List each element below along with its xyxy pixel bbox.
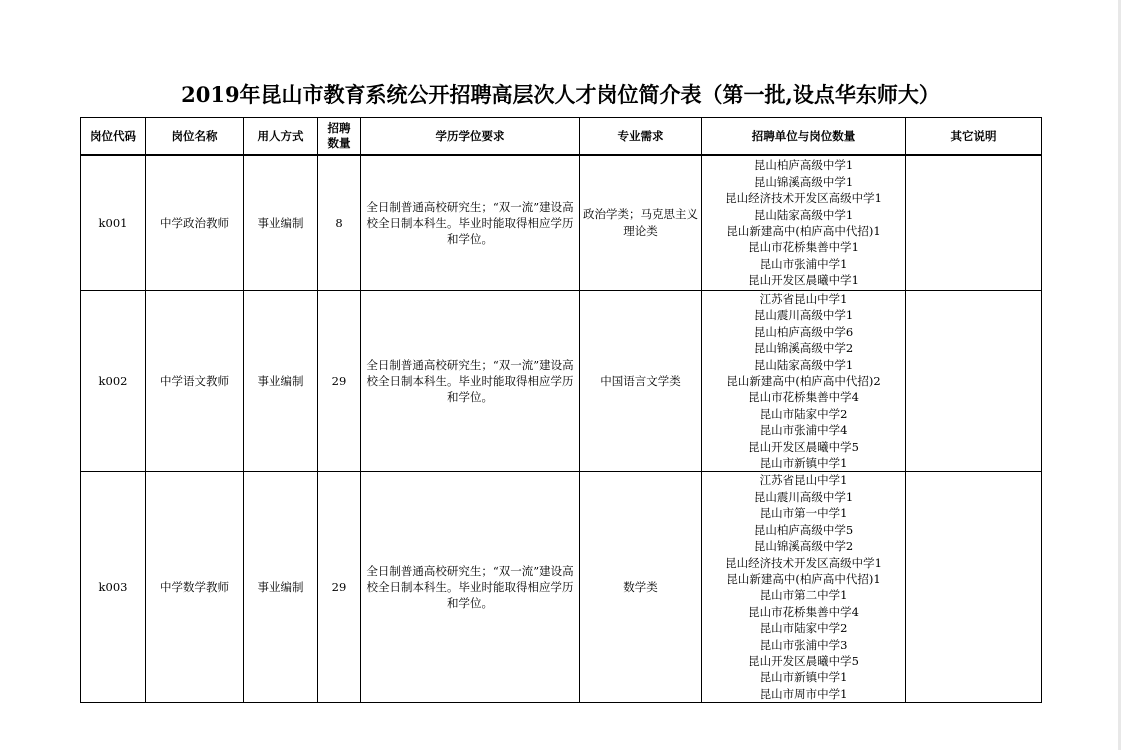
unit-item: 昆山震川高级中学1 xyxy=(753,308,854,323)
table-row xyxy=(81,155,1042,291)
unit-item: 昆山新建高中(柏庐高中代招)1 xyxy=(726,571,881,586)
header-name: 岗位名称 xyxy=(146,118,244,156)
unit-item: 昆山市张浦中学4 xyxy=(759,423,848,438)
cell-major: 数学类 xyxy=(580,472,702,703)
cell-method: 事业编制 xyxy=(244,472,318,703)
unit-item: 昆山市第二中学1 xyxy=(759,588,848,603)
unit-item: 昆山市陆家中学2 xyxy=(759,406,848,421)
unit-item: 昆山柏庐高级中学5 xyxy=(753,522,854,537)
cell-name: 中学数学教师 xyxy=(146,472,244,703)
cell-count: 8 xyxy=(318,155,361,291)
header-major: 专业需求 xyxy=(580,118,702,156)
cell-count: 29 xyxy=(318,472,361,703)
unit-item: 昆山经济技术开发区高级中学1 xyxy=(725,191,882,206)
unit-item: 昆山市张浦中学3 xyxy=(759,637,848,652)
unit-item: 昆山柏庐高级中学6 xyxy=(753,324,854,339)
unit-item: 昆山陆家高级中学1 xyxy=(753,207,854,222)
cell-major: 政治学类；马克思主义理论类 xyxy=(580,155,702,291)
unit-item: 江苏省昆山中学1 xyxy=(759,473,848,488)
table-row xyxy=(81,291,1042,472)
cell-code: k002 xyxy=(81,291,146,472)
unit-item: 江苏省昆山中学1 xyxy=(759,292,848,306)
unit-item: 昆山陆家高级中学1 xyxy=(753,357,854,372)
header-method: 用人方式 xyxy=(244,118,318,156)
cell-major: 中国语言文学类 xyxy=(580,291,702,472)
cell-notes xyxy=(906,155,1042,291)
cell-method: 事业编制 xyxy=(244,155,318,291)
table-row xyxy=(81,472,1042,703)
cell-count: 29 xyxy=(318,291,361,472)
header-row xyxy=(81,118,1042,156)
unit-item: 昆山锦溪高级中学2 xyxy=(753,341,854,356)
job-table xyxy=(80,117,1042,703)
unit-item: 昆山柏庐高级中学1 xyxy=(753,158,854,173)
cell-units xyxy=(702,291,906,472)
cell-name: 中学政治教师 xyxy=(146,155,244,291)
unit-item: 昆山锦溪高级中学2 xyxy=(753,539,854,554)
unit-item: 昆山市花桥集善中学1 xyxy=(748,240,859,255)
cell-requirement: 全日制普通高校研究生；“双一流”建设高校全日制本科生。毕业时能取得相应学历和学位。 xyxy=(361,155,580,291)
unit-item: 昆山开发区晨曦中学5 xyxy=(748,439,859,454)
unit-item: 昆山市花桥集善中学4 xyxy=(748,390,859,405)
unit-item: 昆山开发区晨曦中学1 xyxy=(748,273,859,288)
unit-item: 昆山震川高级中学1 xyxy=(753,489,854,504)
cell-requirement: 全日制普通高校研究生；“双一流”建设高校全日制本科生。毕业时能取得相应学历和学位。 xyxy=(361,472,580,703)
header-code: 岗位代码 xyxy=(81,118,146,156)
unit-item: 昆山开发区晨曦中学5 xyxy=(748,653,859,668)
unit-item: 昆山锦溪高级中学1 xyxy=(753,174,854,189)
header-count xyxy=(318,118,361,156)
header-units: 招聘单位与岗位数量 xyxy=(702,118,906,156)
unit-item: 昆山市新镇中学1 xyxy=(759,670,848,685)
header-requirement: 学历学位要求 xyxy=(361,118,580,156)
cell-method: 事业编制 xyxy=(244,291,318,472)
header-count-line2: 数量 xyxy=(327,136,351,150)
unit-item: 昆山市花桥集善中学4 xyxy=(748,604,859,619)
cell-notes xyxy=(906,472,1042,703)
unit-item: 昆山经济技术开发区高级中学1 xyxy=(725,555,882,570)
unit-item: 昆山市第一中学1 xyxy=(759,506,848,521)
unit-item: 昆山新建高中(柏庐高中代招)1 xyxy=(726,224,881,238)
cell-units xyxy=(702,155,906,291)
cell-name: 中学语文教师 xyxy=(146,291,244,472)
unit-item: 昆山新建高中(柏庐高中代招)2 xyxy=(726,374,881,389)
cell-code: k001 xyxy=(81,155,146,291)
header-notes: 其它说明 xyxy=(906,118,1042,156)
cell-requirement: 全日制普通高校研究生；“双一流”建设高校全日制本科生。毕业时能取得相应学历和学位。 xyxy=(361,291,580,472)
unit-item: 昆山市张浦中学1 xyxy=(759,256,848,271)
unit-item: 昆山市周市中学1 xyxy=(759,686,848,701)
header-count-line1: 招聘 xyxy=(327,121,351,135)
page-title: 2019年昆山市教育系统公开招聘高层次人才岗位简介表（第一批,设点华东师大） xyxy=(181,82,940,107)
unit-item: 昆山市新镇中学1 xyxy=(759,456,848,471)
unit-item: 昆山市陆家中学2 xyxy=(759,621,848,636)
cell-units xyxy=(702,472,906,703)
cell-notes xyxy=(906,291,1042,472)
cell-code: k003 xyxy=(81,472,146,703)
